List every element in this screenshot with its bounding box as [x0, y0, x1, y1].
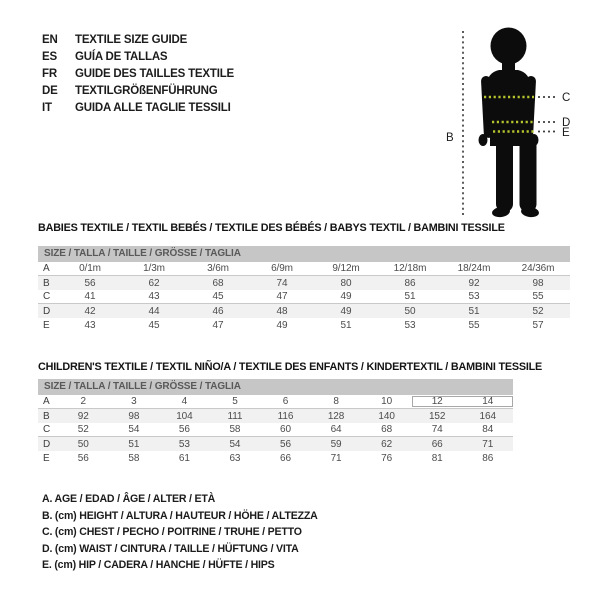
table-cell: 52: [532, 305, 544, 317]
label-hip-e: E: [562, 127, 570, 139]
table-cell: 152: [428, 410, 446, 422]
table-cell: 54: [229, 438, 241, 450]
language-code: DE: [42, 84, 58, 97]
table-cell: 55: [468, 319, 480, 331]
table-cell: 60: [280, 424, 291, 435]
table-cell: 84: [482, 424, 494, 435]
table-row: [38, 290, 570, 304]
table-cell: 12/18m: [393, 263, 427, 274]
table-cell: 104: [176, 410, 193, 422]
table-cell: 10: [381, 396, 393, 407]
table-cell: 80: [340, 277, 352, 289]
row-label: A: [43, 396, 50, 407]
children-table-header: SIZE / TALLA / TAILLE / GRÖSSE / TAGLIA: [38, 379, 513, 395]
table-cell: 43: [84, 319, 96, 331]
legend-hip: E. (cm) HIP / CADERA / HANCHE / HÜFTE / HIPS: [42, 559, 275, 572]
language-list: [42, 32, 234, 116]
language-title: TEXTILE SIZE GUIDE: [75, 34, 188, 47]
table-cell: 59: [330, 438, 342, 450]
table-cell: 128: [327, 410, 345, 422]
table-cell: 53: [404, 319, 416, 331]
children-table-title: CHILDREN'S TEXTILE / TEXTIL NIÑO/A / TEXTILE DES ENFANTS / KINDERTEXTIL / BAMBINI TESSILE: [38, 361, 543, 373]
table-cell: 18/24m: [457, 263, 491, 274]
row-label: D: [43, 305, 51, 317]
table-cell: 50: [77, 438, 89, 450]
table-cell: 0/1m: [79, 263, 101, 274]
row-label: C: [43, 424, 51, 435]
children-table: [38, 379, 513, 465]
table-cell: 74: [276, 277, 288, 289]
babies-table: [38, 246, 570, 332]
table-cell: 140: [378, 410, 395, 422]
table-cell: 98: [128, 410, 140, 422]
label-chest-c: C: [562, 92, 571, 104]
table-cell: 62: [148, 277, 160, 289]
table-cell: 92: [77, 410, 89, 422]
babies-table-header: SIZE / TALLA / TAILLE / GRÖSSE / TAGLIA: [38, 246, 570, 262]
table-cell: 58: [128, 452, 140, 464]
table-cell: 58: [229, 424, 241, 435]
table-cell: 51: [404, 291, 416, 302]
row-label: E: [43, 319, 50, 331]
table-cell: 45: [148, 319, 160, 331]
table-cell: 49: [340, 291, 352, 302]
row-label: B: [43, 277, 50, 289]
table-row: [38, 395, 513, 409]
table-cell: 56: [280, 438, 291, 450]
table-cell: 53: [468, 291, 480, 302]
table-cell: 48: [276, 305, 288, 317]
table-cell: 71: [330, 452, 342, 464]
table-cell: 47: [276, 291, 288, 302]
label-height-b: B: [446, 132, 454, 144]
measurement-figure: [440, 10, 600, 225]
table-cell: 8: [333, 396, 339, 407]
language-row-fr: [42, 66, 234, 83]
babies-table-title: BABIES TEXTILE / TEXTIL BEBÉS / TEXTILE DES BÉBÉS / BABYS TEXTIL / BAMBINI TESSILE: [38, 222, 505, 234]
table-cell: 64: [330, 424, 342, 435]
row-label: A: [43, 263, 50, 274]
table-cell: 51: [128, 438, 140, 450]
table-cell: 52: [77, 424, 89, 435]
table-row: [38, 423, 513, 437]
language-code: EN: [42, 34, 58, 47]
legend-height: B. (cm) HEIGHT / ALTURA / HAUTEUR / HÖHE / ALTEZZA: [42, 509, 318, 522]
table-cell-highlighted: 12: [412, 396, 463, 407]
table-cell: 3: [131, 396, 137, 407]
language-title: GUIDE DES TAILLES TEXTILE: [75, 67, 234, 80]
legend-age: A. AGE / EDAD / ÂGE / ALTER / ETÀ: [42, 493, 216, 505]
table-cell: 56: [77, 452, 89, 464]
measurement-legend: [42, 491, 318, 574]
row-label: B: [43, 410, 50, 422]
language-code: FR: [42, 67, 57, 80]
table-cell: 46: [212, 305, 224, 317]
table-cell: 55: [532, 291, 544, 302]
table-cell: 111: [227, 410, 243, 422]
table-cell: 62: [381, 438, 393, 450]
child-silhouette-icon: [440, 10, 600, 225]
table-cell: 4: [181, 396, 188, 407]
table-cell: 47: [212, 319, 224, 331]
table-cell: 51: [468, 305, 480, 317]
table-row: [38, 262, 570, 276]
table-cell: 6: [282, 396, 289, 407]
label-waist-d: D: [562, 117, 571, 129]
language-title: GUIDA ALLE TAGLIE TESSILI: [75, 101, 231, 114]
language-code: ES: [42, 51, 57, 64]
table-row: [38, 304, 570, 318]
table-cell: 68: [381, 424, 393, 435]
table-cell: 57: [532, 319, 544, 331]
table-cell: 86: [482, 452, 494, 464]
table-cell: 92: [468, 277, 480, 289]
language-row-de: [42, 82, 234, 99]
table-cell: 68: [212, 277, 224, 289]
table-cell: 66: [431, 438, 443, 450]
table-cell: 56: [84, 277, 96, 289]
language-row-es: [42, 49, 234, 66]
table-cell: 49: [340, 305, 352, 317]
table-cell: 5: [232, 396, 238, 407]
table-cell: 3/6m: [207, 263, 229, 274]
table-cell: 51: [340, 319, 352, 331]
legend-waist: D. (cm) WAIST / CINTURA / TAILLE / HÜFTUNG / VITA: [42, 542, 299, 555]
language-title: TEXTILGRÖßENFÜHRUNG: [75, 84, 218, 97]
table-cell: 53: [178, 438, 190, 450]
table-cell: 1/3m: [143, 263, 165, 274]
row-label: E: [43, 452, 50, 464]
table-cell-highlighted: 14: [462, 396, 513, 407]
row-label: D: [43, 438, 51, 450]
children-table-body: [38, 395, 513, 465]
table-cell: 66: [280, 452, 291, 464]
table-cell: 42: [84, 305, 96, 317]
language-code: IT: [42, 101, 52, 114]
table-cell: 43: [148, 291, 160, 302]
table-cell: 6/9m: [271, 263, 293, 274]
table-row: [38, 451, 513, 465]
table-cell: 49: [276, 319, 288, 331]
table-cell: 164: [479, 410, 496, 422]
table-cell: 116: [277, 410, 294, 422]
table-cell: 45: [212, 291, 224, 302]
table-cell: 76: [381, 452, 393, 464]
table-cell: 98: [532, 277, 544, 289]
table-cell: 63: [229, 452, 241, 464]
table-cell: 9/12m: [332, 263, 360, 274]
table-row: [38, 409, 513, 423]
table-cell: 74: [431, 424, 443, 435]
table-cell: 61: [178, 452, 190, 464]
table-cell: 2: [80, 396, 86, 407]
table-row: [38, 276, 570, 290]
legend-chest: C. (cm) CHEST / PECHO / POITRINE / TRUHE / PETTO: [42, 526, 302, 539]
table-cell: 44: [148, 305, 160, 317]
table-row: [38, 318, 570, 332]
table-cell: 41: [84, 291, 96, 302]
babies-table-body: [38, 262, 570, 332]
table-row: [38, 437, 513, 451]
table-cell: 86: [404, 277, 416, 289]
language-row-it: [42, 99, 234, 116]
table-cell: 54: [128, 424, 140, 435]
table-cell: 24/36m: [521, 263, 555, 274]
table-cell: 71: [482, 438, 494, 450]
table-cell: 81: [431, 452, 443, 464]
language-title: GUÍA DE TALLAS: [75, 51, 168, 64]
table-cell: 56: [178, 424, 190, 435]
language-row-en: [42, 32, 234, 49]
row-label: C: [43, 291, 51, 302]
table-cell: 50: [404, 305, 416, 317]
